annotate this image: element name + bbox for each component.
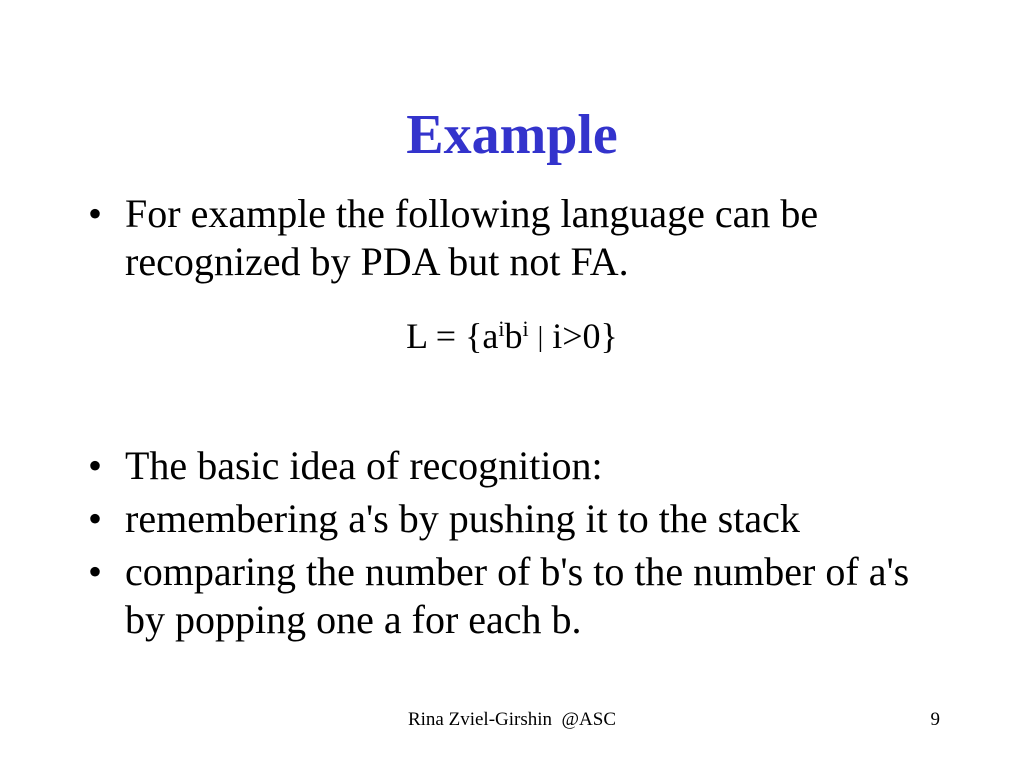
bullet-item (88, 495, 948, 543)
formula-superscript-1: i (498, 316, 505, 341)
formula-bar: | (537, 322, 544, 353)
slide-title: Example (406, 104, 618, 166)
language-formula (0, 312, 1024, 362)
bullet-marker: • (88, 496, 103, 541)
formula-prefix: L = {a (406, 316, 499, 356)
bullet-marker: • (88, 549, 103, 594)
bullet-marker: • (88, 443, 103, 488)
bullet-item (88, 548, 948, 644)
formula-superscript-2: i (522, 316, 529, 341)
page-number: 9 (930, 709, 940, 730)
bullet-text: For example the following language can be recognized by PDA but not FA. (125, 191, 819, 284)
bullet-item (88, 190, 948, 286)
formula-middle: b (504, 316, 523, 356)
bullet-text: remembering a's by pushing it to the stack (125, 496, 800, 541)
formula-suffix: i>0} (543, 316, 618, 356)
bullet-list-bottom (88, 442, 948, 649)
bullet-list-top (88, 190, 948, 294)
bullet-item (88, 442, 948, 490)
bullet-text: The basic idea of recognition: (125, 443, 603, 488)
bullet-text: comparing the number of b's to the number of a's by popping one a for each b. (125, 549, 910, 642)
footer-author: Rina Zviel-Girshin @ASC (407, 709, 617, 730)
bullet-marker: • (88, 191, 103, 236)
